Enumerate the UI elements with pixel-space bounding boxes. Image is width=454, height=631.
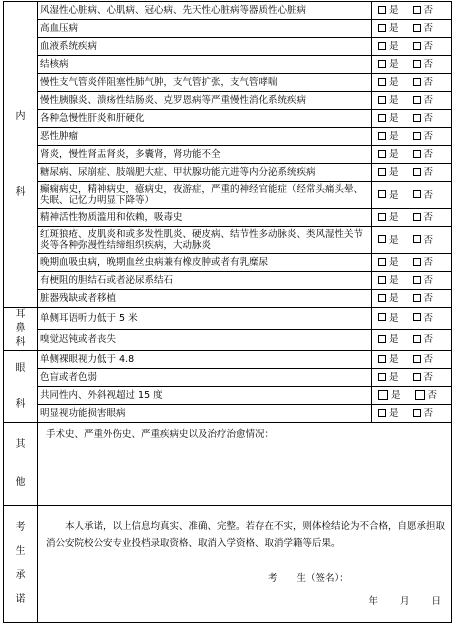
pledge-label-char: 生 <box>15 546 26 557</box>
condition-text: 晚期血吸虫病，晚期血丝虫病兼有橡皮肿或者有乳糜尿 <box>38 254 372 272</box>
yes-no-choice <box>372 2 452 20</box>
yes-checkbox[interactable] <box>378 409 386 417</box>
no-label: 否 <box>423 189 434 201</box>
pledge-content <box>38 506 452 623</box>
condition-text: 色盲或者色弱 <box>38 369 372 387</box>
table-row <box>4 110 452 128</box>
pledge-label-char: 诺 <box>15 594 26 605</box>
no-checkbox[interactable] <box>413 258 421 266</box>
ent-label-char: 鼻 <box>15 323 26 334</box>
no-label: 否 <box>423 59 434 70</box>
ent-label <box>4 308 38 351</box>
no-checkbox[interactable] <box>413 190 421 198</box>
pledge-label <box>4 506 38 623</box>
yes-no-choice <box>372 387 452 405</box>
yes-no-choice <box>372 329 452 351</box>
yes-checkbox[interactable] <box>378 213 386 221</box>
yes-no-choice <box>372 308 452 330</box>
condition-text: 血液系统疾病 <box>38 38 372 56</box>
no-checkbox[interactable] <box>413 335 421 343</box>
no-label: 否 <box>423 372 434 383</box>
condition-text: 明显视功能损害眼病 <box>38 405 372 423</box>
condition-text: 结核病 <box>38 56 372 74</box>
year-label: 年 <box>368 596 378 607</box>
yes-checkbox[interactable] <box>378 276 386 284</box>
condition-text: 有梗阻的胆结石或者泌尿系结石 <box>38 272 372 290</box>
yes-label: 是 <box>389 275 399 286</box>
no-checkbox[interactable] <box>413 409 421 417</box>
yes-checkbox[interactable] <box>378 42 386 50</box>
yes-checkbox[interactable] <box>378 132 386 140</box>
yes-checkbox[interactable] <box>378 190 386 198</box>
yes-no-choice <box>372 182 452 209</box>
condition-text: 高血压病 <box>38 20 372 38</box>
yes-label: 是 <box>389 408 399 419</box>
no-label: 否 <box>423 234 434 246</box>
yes-label: 是 <box>389 189 399 201</box>
no-checkbox[interactable] <box>413 78 421 86</box>
no-checkbox[interactable] <box>413 114 421 122</box>
yes-label: 是 <box>389 372 399 383</box>
no-checkbox[interactable] <box>413 6 421 14</box>
no-label: 否 <box>423 41 434 52</box>
condition-text: 恶性肿瘤 <box>38 128 372 146</box>
table-row <box>4 92 452 110</box>
table-row <box>4 329 452 351</box>
yes-no-choice <box>372 254 452 272</box>
yes-label: 是 <box>389 149 399 160</box>
condition-text: 慢性支气管炎伴阻塞性肺气肿，支气管扩张，支气管哮喘 <box>38 74 372 92</box>
condition-text: 癫痫病史，精神病史，癔病史，夜游症，严重的神经官能症（经常头痛头晕、失眠、记忆力明显下降等） <box>38 182 372 209</box>
yes-label: 是 <box>389 312 399 324</box>
yes-no-choice <box>372 351 452 369</box>
no-label: 否 <box>423 149 434 160</box>
signature-line[interactable] <box>46 570 445 587</box>
no-label: 否 <box>423 354 434 365</box>
yes-label: 是 <box>389 41 399 52</box>
condition-text: 单侧耳语听力低于 5 米 <box>38 308 372 330</box>
yes-checkbox[interactable] <box>378 235 386 243</box>
table-row <box>4 146 452 164</box>
no-checkbox[interactable] <box>413 60 421 68</box>
pledge-label-char: 承 <box>15 570 26 581</box>
yes-checkbox[interactable] <box>378 114 386 122</box>
yes-checkbox[interactable] <box>378 168 386 176</box>
yes-checkbox[interactable] <box>378 96 386 104</box>
table-row <box>4 227 452 254</box>
other-row <box>4 423 452 506</box>
ophthalmology-label-char: 眼 <box>15 362 26 374</box>
yes-label: 是 <box>389 95 399 106</box>
no-label: 否 <box>423 212 434 223</box>
no-label: 否 <box>423 312 434 324</box>
yes-no-choice <box>372 128 452 146</box>
table-row <box>4 56 452 74</box>
yes-label: 是 <box>389 131 399 142</box>
yes-no-choice <box>372 272 452 290</box>
no-checkbox[interactable] <box>413 42 421 50</box>
table-row <box>4 308 452 330</box>
no-checkbox[interactable] <box>413 294 421 302</box>
no-label: 否 <box>423 408 434 419</box>
yes-checkbox[interactable] <box>378 6 386 14</box>
yes-label: 是 <box>389 354 399 365</box>
yes-label: 是 <box>389 234 399 246</box>
ent-label-char: 科 <box>15 337 26 348</box>
internal-medicine-label-char: 科 <box>15 186 26 198</box>
ent-label-char: 耳 <box>15 309 26 320</box>
no-checkbox[interactable] <box>413 276 421 284</box>
condition-text: 共同性内、外斜视超过 15 度 <box>38 387 372 405</box>
no-label: 否 <box>423 23 434 34</box>
condition-text: 精神活性物质滥用和依赖，吸毒史 <box>38 209 372 227</box>
no-checkbox[interactable] <box>413 213 421 221</box>
no-label: 否 <box>423 95 434 106</box>
yes-no-choice <box>372 20 452 38</box>
other-label <box>4 423 38 506</box>
yes-label: 是 <box>389 59 399 70</box>
other-label-char: 其 <box>15 439 26 450</box>
yes-label: 是 <box>391 390 401 401</box>
no-label: 否 <box>423 77 434 88</box>
table-row <box>4 20 452 38</box>
medical-history-field[interactable] <box>38 423 452 506</box>
table-row <box>4 2 452 20</box>
table-row <box>4 369 452 387</box>
no-label: 否 <box>423 257 434 268</box>
no-checkbox[interactable] <box>413 96 421 104</box>
table-row <box>4 209 452 227</box>
yes-no-choice <box>372 146 452 164</box>
yes-checkbox[interactable] <box>378 373 386 381</box>
table-row <box>4 128 452 146</box>
yes-checkbox[interactable] <box>378 78 386 86</box>
no-label: 否 <box>423 334 434 346</box>
condition-text: 嗅觉迟钝或者丧失 <box>38 329 372 351</box>
yes-checkbox[interactable] <box>378 24 386 32</box>
condition-text: 糖尿病、尿崩症、肢端肥大症、甲状腺功能亢进等内分泌系统疾病 <box>38 164 372 182</box>
condition-text: 肾炎，慢性肾盂肾炎，多囊肾，肾功能不全 <box>38 146 372 164</box>
yes-no-choice <box>372 227 452 254</box>
yes-checkbox[interactable] <box>378 294 386 302</box>
no-checkbox[interactable] <box>413 355 421 363</box>
day-label: 日 <box>431 596 441 607</box>
table-row <box>4 272 452 290</box>
internal-medicine-label-char: 内 <box>15 110 26 122</box>
yes-label: 是 <box>389 23 399 34</box>
condition-text: 各种急慢性肝炎和肝硬化 <box>38 110 372 128</box>
yes-label: 是 <box>389 5 399 16</box>
other-label-char: 他 <box>15 477 26 488</box>
no-checkbox[interactable] <box>413 24 421 32</box>
condition-text: 风湿性心脏病、心肌病、冠心病、先天性心脏病等器质性心脏病 <box>38 2 372 20</box>
yes-label: 是 <box>389 257 399 268</box>
no-checkbox[interactable] <box>415 390 425 400</box>
yes-checkbox[interactable] <box>378 258 386 266</box>
condition-text: 慢性胰腺炎、溃疡性结肠炎、克罗恩病等严重慢性消化系统疾病 <box>38 92 372 110</box>
yes-label: 是 <box>389 77 399 88</box>
yes-no-choice <box>372 92 452 110</box>
ophthalmology-label-char: 科 <box>15 398 26 410</box>
pledge-text: 本人承诺，以上信息均真实、准确、完整。若存在不实，则体检结论为不合格，自愿承担取消公安院校公安专业投档录取资格、取消入学资格、取消学籍等后果。 <box>46 521 446 549</box>
yes-label: 是 <box>389 113 399 124</box>
yes-no-choice <box>372 290 452 308</box>
yes-label: 是 <box>389 212 399 223</box>
table-row <box>4 38 452 56</box>
yes-no-choice <box>372 110 452 128</box>
no-checkbox[interactable] <box>413 313 421 321</box>
no-label: 否 <box>423 275 434 286</box>
no-checkbox[interactable] <box>413 168 421 176</box>
health-declaration-table <box>3 1 452 623</box>
yes-checkbox[interactable] <box>378 335 386 343</box>
table-row <box>4 351 452 369</box>
table-row <box>4 290 452 308</box>
yes-checkbox[interactable] <box>378 390 388 400</box>
yes-no-choice <box>372 38 452 56</box>
table-row <box>4 182 452 209</box>
ophthalmology-label <box>4 351 38 423</box>
medical-history-prompt: 手术史、严重外伤史、严重疾病史以及治疗治愈情况： <box>46 429 275 440</box>
signature-label: 考 生（签名）： <box>268 573 349 584</box>
yes-label: 是 <box>389 293 399 304</box>
month-label: 月 <box>399 596 410 607</box>
pledge-row <box>4 506 452 623</box>
yes-no-choice <box>372 405 452 423</box>
yes-no-choice <box>372 74 452 92</box>
no-checkbox[interactable] <box>413 235 421 243</box>
yes-checkbox[interactable] <box>378 313 386 321</box>
no-label: 否 <box>427 390 438 401</box>
yes-no-choice <box>372 209 452 227</box>
table-row <box>4 405 452 423</box>
yes-checkbox[interactable] <box>378 150 386 158</box>
yes-label: 是 <box>389 167 399 178</box>
yes-label: 是 <box>389 334 399 346</box>
yes-no-choice <box>372 369 452 387</box>
no-checkbox[interactable] <box>413 150 421 158</box>
condition-text: 单侧裸眼视力低于 4.8 <box>38 351 372 369</box>
table-row <box>4 387 452 405</box>
no-checkbox[interactable] <box>413 132 421 140</box>
table-row <box>4 164 452 182</box>
internal-medicine-label <box>4 2 38 308</box>
condition-text: 红斑狼疮、皮肌炎和或多发性肌炎、硬皮病、结节性多动脉炎、类风湿性关节炎等各种弥漫性结缔组织疾病，大动脉炎 <box>38 227 372 254</box>
no-label: 否 <box>423 167 434 178</box>
condition-text: 脏器残缺或者移植 <box>38 290 372 308</box>
no-checkbox[interactable] <box>413 373 421 381</box>
pledge-label-char: 考 <box>15 522 26 533</box>
no-label: 否 <box>423 293 434 304</box>
yes-checkbox[interactable] <box>378 355 386 363</box>
table-row <box>4 254 452 272</box>
no-label: 否 <box>423 113 434 124</box>
yes-no-choice <box>372 164 452 182</box>
date-line[interactable] <box>46 593 445 610</box>
no-label: 否 <box>423 131 434 142</box>
yes-no-choice <box>372 56 452 74</box>
no-label: 否 <box>423 5 434 16</box>
yes-checkbox[interactable] <box>378 60 386 68</box>
table-row <box>4 74 452 92</box>
